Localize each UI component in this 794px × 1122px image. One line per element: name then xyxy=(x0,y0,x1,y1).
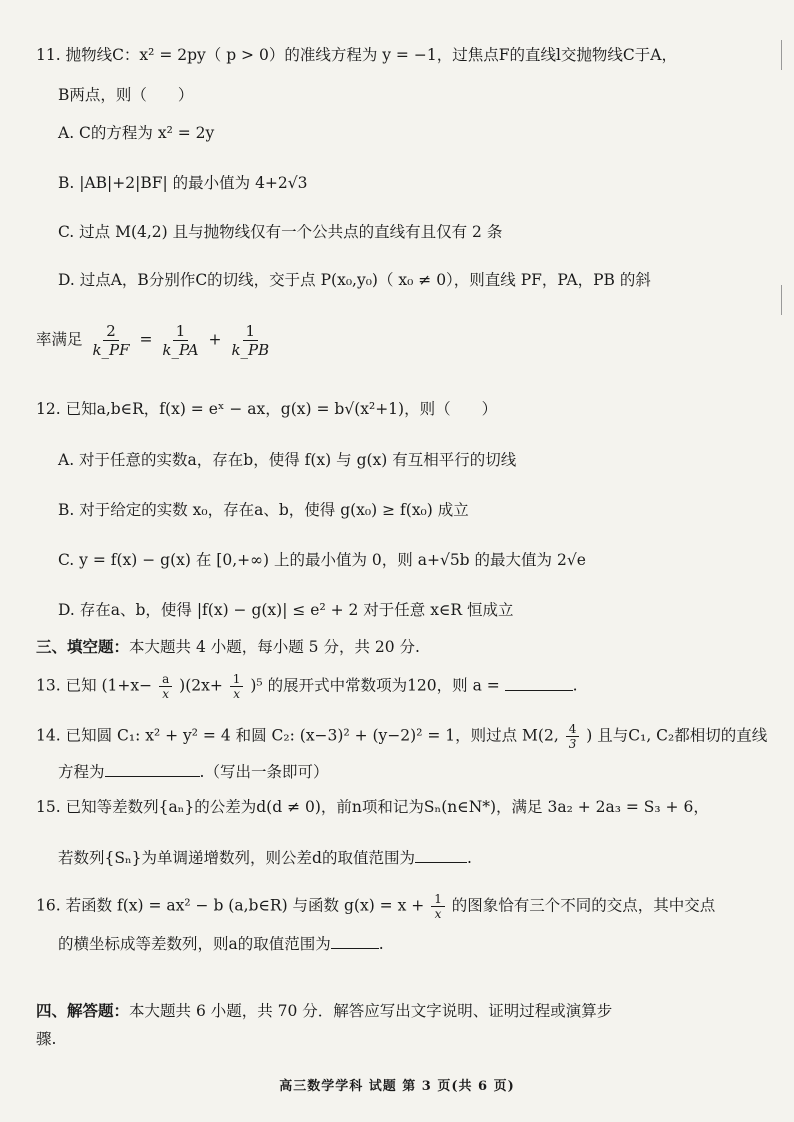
q11-fraction-pa xyxy=(159,322,201,359)
fraction-numerator: 1 xyxy=(431,892,445,907)
fraction-numerator: 1 xyxy=(173,322,189,341)
q11-stem-line2: B两点，则（ ） xyxy=(58,86,194,104)
page-footer: 高三数学学科 试题 第 3 页(共 6 页) xyxy=(279,1079,515,1094)
q11-d-prefix: 率满足 xyxy=(36,330,83,349)
q14-prefix: 14. 已知圆 C₁: x² + y² = 4 和圆 C₂: (x−3)² + (y−2)² = 1，则过点 M(2, xyxy=(36,726,559,745)
q13-suffix: )⁵ 的展开式中常数项为120，则 a = xyxy=(250,676,500,695)
fraction-numerator: 1 xyxy=(243,322,259,341)
q14-line2-suffix: .（写出一条即可） xyxy=(199,763,329,781)
section4-heading xyxy=(36,1000,612,1022)
fraction-numerator: 1 xyxy=(230,672,244,687)
section3-description: 本大题共 4 小题，每小题 5 分，共 20 分. xyxy=(129,638,420,656)
q13-mid: )(2x+ xyxy=(179,676,223,695)
q16-fraction-1-over-x xyxy=(431,892,445,921)
fraction-denominator: k_PF xyxy=(92,341,130,359)
fraction-denominator: x xyxy=(434,907,442,921)
q15-line2-suffix: . xyxy=(466,849,472,867)
section4-description-line2: 骤. xyxy=(36,1030,57,1048)
q12-option-d: D. 存在a、b，使得 |f(x) − g(x)| ≤ e² + 2 对于任意 x∈R 恒成立 xyxy=(58,601,514,619)
q13-fraction-a-over-x xyxy=(159,672,172,701)
q11-fraction-pf xyxy=(89,322,132,359)
q11-option-d-line2 xyxy=(36,322,274,359)
q11-option-d-line1: D. 过点A，B分别作C的切线，交于点 P(x₀,y₀)（ x₀ ≠ 0），则直线 PF，PA，PB 的斜 xyxy=(58,271,651,289)
q15-line2 xyxy=(58,846,472,869)
scan-edge-mark xyxy=(781,285,782,315)
q14-fraction-4-over-3 xyxy=(566,722,580,751)
q15-line1: 15. 已知等差数列{aₙ}的公差为d(d ≠ 0)，前n项和记为Sₙ(n∈N*)，满足 3a₂ + 2a₃ = S₃ + 6， xyxy=(36,798,709,816)
q14-suffix: ) 且与C₁, C₂都相切的直线 xyxy=(586,726,768,745)
fraction-denominator: x xyxy=(162,687,170,701)
q16-prefix: 16. 若函数 f(x) = ax² − b (a,b∈R) 与函数 g(x) = x + xyxy=(36,896,425,915)
q11-option-a: A. C的方程为 x² = 2y xyxy=(58,124,215,142)
fraction-denominator: k_PB xyxy=(231,341,270,359)
q12-option-c: C. y = f(x) − g(x) 在 [0,+∞) 上的最小值为 0，则 a+√5b 的最大值为 2√e xyxy=(58,551,586,569)
q16-line2-suffix: . xyxy=(378,935,384,953)
q14-line2-prefix: 方程为 xyxy=(58,763,105,781)
q14-line2 xyxy=(58,760,328,783)
section3-heading xyxy=(36,636,420,658)
section4-description: 本大题共 6 小题，共 70 分．解答应写出文字说明、证明过程或演算步 xyxy=(129,1002,613,1020)
equals-sign: = xyxy=(139,330,153,349)
q16-line2 xyxy=(58,932,384,955)
q12-option-b: B. 对于给定的实数 x₀，存在a、b，使得 g(x₀) ≥ f(x₀) 成立 xyxy=(58,501,469,519)
section3-title: 三、填空题： xyxy=(36,637,130,656)
fraction-numerator: 4 xyxy=(566,722,580,737)
q11-stem-line1: 11. 抛物线C：x² = 2py（ p > 0）的准线方程为 y = −1，过焦点F的直线l交抛物线C于A， xyxy=(36,46,677,64)
q13-end: . xyxy=(572,676,578,695)
q16-suffix: 的图象恰有三个不同的交点，其中交点 xyxy=(451,896,716,915)
q13-line xyxy=(36,672,578,701)
q12-stem: 12. 已知a,b∈R，f(x) = eˣ − ax，g(x) = b√(x²+1)，则（ ） xyxy=(36,400,498,418)
fraction-denominator: x xyxy=(233,687,240,701)
q16-line2-prefix: 的横坐标成等差数列，则a的取值范围为 xyxy=(58,935,331,953)
q14-line1 xyxy=(36,722,767,751)
scan-edge-mark xyxy=(781,40,782,70)
q14-answer-blank[interactable] xyxy=(105,760,200,777)
q12-option-a: A. 对于任意的实数a，存在b，使得 f(x) 与 g(x) 有互相平行的切线 xyxy=(58,451,517,469)
q16-line1 xyxy=(36,892,715,921)
q11-fraction-pb xyxy=(228,322,272,359)
fraction-numerator: a xyxy=(159,672,172,687)
fraction-numerator: 2 xyxy=(103,322,119,341)
q13-answer-blank[interactable] xyxy=(505,674,573,691)
q13-fraction-1-over-x xyxy=(230,672,244,701)
q15-line2-prefix: 若数列{Sₙ}为单调递增数列，则公差d的取值范围为 xyxy=(58,849,415,867)
q11-option-b: B. |AB|+2|BF| 的最小值为 4+2√3 xyxy=(58,174,308,192)
q13-prefix: 13. 已知 (1+x− xyxy=(36,676,153,695)
q15-answer-blank[interactable] xyxy=(415,846,467,863)
fraction-denominator: k_PA xyxy=(162,341,199,359)
fraction-denominator: 3 xyxy=(568,737,577,751)
plus-sign: + xyxy=(208,330,222,349)
q16-answer-blank[interactable] xyxy=(331,932,379,949)
q11-option-c: C. 过点 M(4,2) 且与抛物线仅有一个公共点的直线有且仅有 2 条 xyxy=(58,223,503,241)
section4-title: 四、解答题： xyxy=(36,1001,130,1020)
